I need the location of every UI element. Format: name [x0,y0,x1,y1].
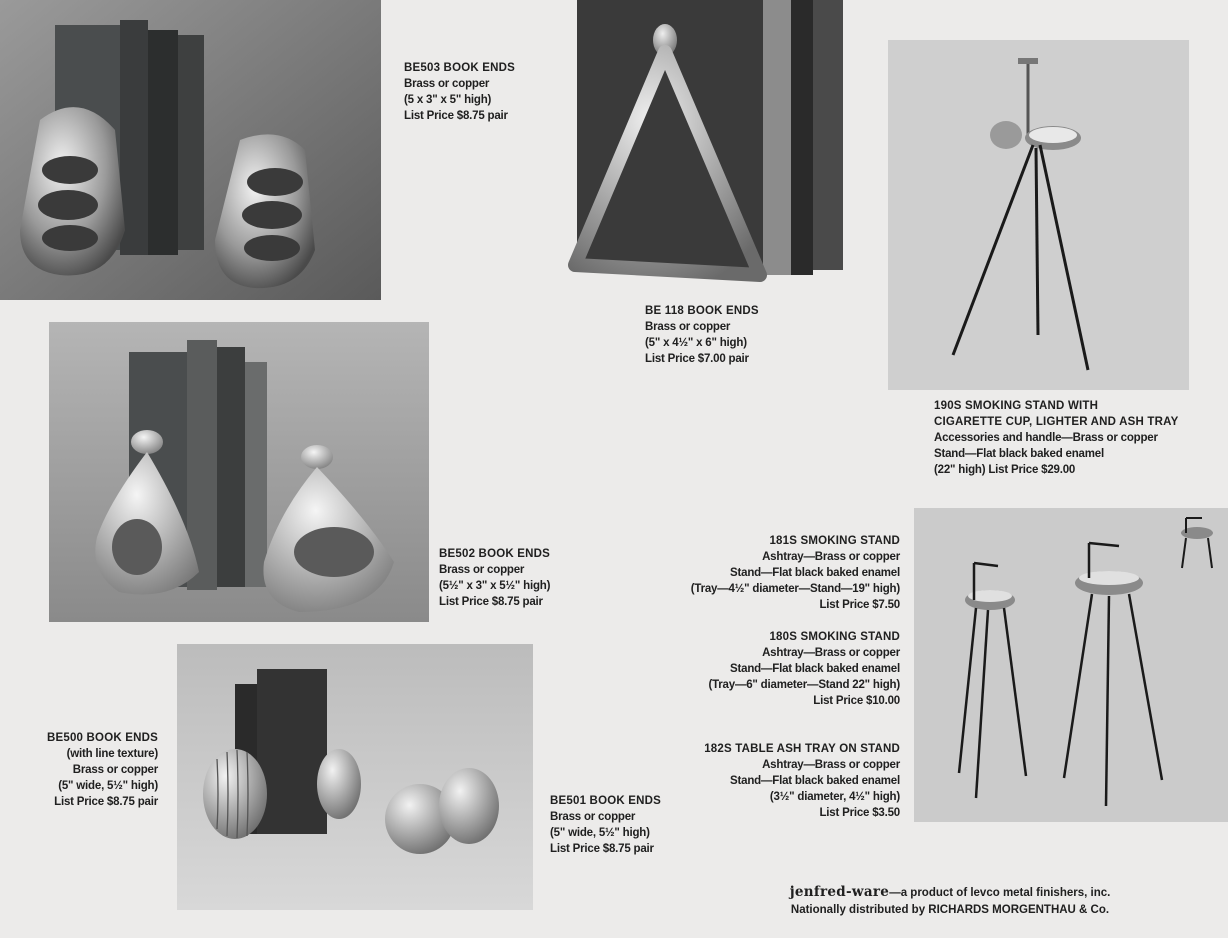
caption-line: (22" high) List Price $29.00 [934,464,1076,476]
caption-line: Ashtray—Brass or copper [762,647,900,659]
caption-line: Brass or copper [72,764,158,776]
caption-be501 [550,793,661,857]
caption-line: Stand—Flat black baked enamel [934,448,1104,460]
caption-line: List Price $8.75 pair [404,110,508,122]
caption-line: List Price $10.00 [813,695,900,707]
caption-line: (5½" x 3" x 5½" high) [439,580,551,592]
caption-182s [704,741,900,821]
photo-190s [888,40,1189,390]
caption-line: Stand—Flat black baked enamel [730,775,900,787]
caption-line: List Price $3.50 [819,807,900,819]
caption-be502 [439,546,550,610]
photo-180s-181s-182s [914,508,1228,822]
caption-be118 [645,303,759,367]
caption-line: Ashtray—Brass or copper [762,551,900,563]
caption-line: List Price $7.50 [819,599,900,611]
caption-line: (5" x 4½" x 6" high) [645,337,747,349]
caption-line: (Tray—4½" diameter—Stand—19" high) [690,583,900,595]
caption-line: List Price $8.75 pair [439,596,543,608]
caption-line: Brass or copper [439,564,525,576]
caption-title: BE503 BOOK ENDS [404,62,516,74]
caption-line: List Price $8.75 pair [54,796,158,808]
photo-be118 [565,0,850,282]
caption-line: (5 x 3" x 5" high) [404,94,492,106]
caption-180s [708,629,900,709]
caption-line: Accessories and handle—Brass or copper [934,432,1158,444]
caption-line: (5" wide, 5½" high) [58,780,158,792]
photo-be503 [0,0,381,300]
caption-181s [691,533,900,613]
caption-be503 [404,60,515,124]
caption-190s [934,398,1178,478]
caption-line: Ashtray—Brass or copper [762,759,900,771]
caption-line: (Tray—6" diameter—Stand 22" high) [708,679,900,691]
footer [740,884,1160,919]
footer-brand-line [740,884,1160,902]
photo-be500-be501 [177,644,533,910]
caption-title: 181S SMOKING STAND [769,535,900,547]
caption-title: 180S SMOKING STAND [769,631,900,643]
caption-line: Brass or copper [645,321,731,333]
brand-tagline: —a product of levco metal finishers, inc. [889,887,1111,899]
caption-line: (with line texture) [66,748,158,760]
distribution-line: Nationally distributed by RICHARDS MORGENTHAU & Co. [790,904,1110,916]
caption-line: List Price $8.75 pair [550,843,654,855]
caption-be500 [47,730,158,810]
caption-title: BE500 BOOK ENDS [46,732,158,744]
caption-line: Brass or copper [404,78,490,90]
caption-line: List Price $7.00 pair [645,353,749,365]
caption-line: (3½" diameter, 4½" high) [769,791,900,803]
caption-line: Stand—Flat black baked enamel [730,663,900,675]
brand-name: jenfred-ware [789,884,890,900]
caption-title: CIGARETTE CUP, LIGHTER AND ASH TRAY [934,416,1179,428]
caption-title: BE502 BOOK ENDS [439,548,551,560]
photo-be502 [49,322,429,622]
caption-title: 190S SMOKING STAND WITH [934,400,1099,412]
caption-title: BE 118 BOOK ENDS [645,305,759,317]
caption-line: Brass or copper [550,811,636,823]
caption-title: BE501 BOOK ENDS [550,795,662,807]
caption-line: (5" wide, 5½" high) [550,827,650,839]
caption-title: 182S TABLE ASH TRAY ON STAND [704,743,900,755]
caption-line: Stand—Flat black baked enamel [730,567,900,579]
